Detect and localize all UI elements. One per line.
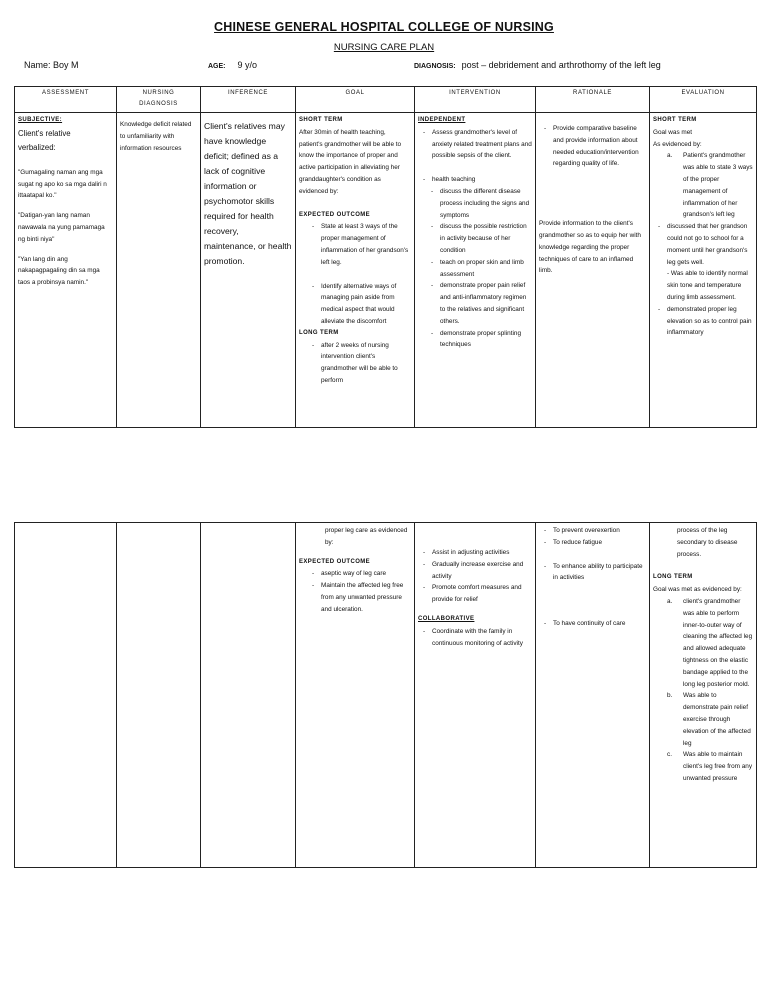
assessment-intro-2: verbalized:: [18, 142, 56, 152]
inference-cell: [201, 113, 296, 428]
goal-item: - after 2 weeks of nursing intervention client's grandmother will be able to perform: [321, 340, 411, 387]
inference-cell-continued: [201, 523, 296, 868]
goal-item: - Identify alternative ways of managing pain aside from medical aspect that would alleviate the discomfort: [321, 281, 411, 328]
assessment-cell: [15, 113, 117, 428]
care-plan-table-page-2: [14, 522, 757, 868]
page-subtitle: NURSING CARE PLAN: [333, 42, 435, 53]
patient-name: Name: Boy M: [24, 60, 79, 70]
col-diagnosis-label: DIAGNOSIS: [139, 101, 178, 107]
evaluation-item-b: [667, 690, 753, 749]
rationale-item: - To prevent overexertion: [553, 525, 646, 537]
assessment-intro-1: Client's relative: [18, 128, 71, 138]
evaluation-item: - discussed that her grandson could not go to school for a moment until her grandson's leg gets well.: [667, 221, 753, 268]
rationale-cell: [536, 113, 650, 428]
intervention-subitem: - discuss the different disease process including the signs and symptoms: [440, 186, 532, 221]
goal-cell-continued: [296, 523, 415, 868]
age-label: AGE:: [208, 63, 226, 70]
patient-age: [208, 60, 257, 70]
evaluation-item-c: [667, 749, 753, 784]
goal-item: - State at least 3 ways of the proper management of inflammation of her grandson's left leg.: [321, 221, 411, 268]
diagnosis-cell-continued: [117, 523, 201, 868]
evaluation-item-a: [667, 596, 753, 690]
assessment-cell-continued: [15, 523, 117, 868]
goal-long-term-heading: LONG TERM: [299, 329, 339, 336]
col-inference: INFERENCE: [201, 87, 296, 113]
assessment-quote-1: "Gumagaling naman ang mga sugat ng apo ko sa mga daliri n ittaatapal ko.": [18, 168, 107, 200]
intervention-subitem: - discuss the possible restriction in activity because of her condition: [440, 221, 532, 256]
goal-expected-heading: EXPECTED OUTCOME: [299, 558, 371, 565]
goal-cell: [296, 113, 415, 428]
evaluation-text: Was able to maintain client's leg free from any unwanted pressure: [683, 751, 753, 782]
diagnosis-label: DIAGNOSIS:: [414, 63, 456, 70]
page-title: CHINESE GENERAL HOSPITAL COLLEGE OF NURSING: [214, 20, 554, 34]
intervention-independent-heading: INDEPENDENT: [418, 117, 466, 123]
diagnosis-cell: [117, 113, 201, 428]
evaluation-text: client's grandmother was able to perform inner-to-outer way of cleaning the affected leg and allowed adequate tightness on the elastic bandage applied to the long leg posterior mold.: [683, 597, 753, 688]
assessment-quote-3: "Yan lang din ang nakapagpagaling din sa mga taos a probinsya namin.": [18, 255, 100, 287]
intervention-item: - Assess grandmother's level of anxiety related treatment plans and possible sepsis of the client.: [432, 127, 532, 162]
subjective-heading: SUBJECTIVE:: [18, 117, 63, 123]
goal-short-term-heading: SHORT TERM: [299, 117, 343, 123]
intervention-item: - Promote comfort measures and provide for relief: [432, 582, 532, 606]
intervention-item: - Gradually increase exercise and activity: [432, 559, 532, 583]
goal-item: - Maintain the affected leg free from any unwanted pressure and ulceration.: [321, 580, 411, 615]
patient-diagnosis: [414, 60, 661, 70]
col-nursing-label: NURSING: [142, 90, 175, 96]
goal-continued-text: proper leg care as evidenced by:: [325, 527, 408, 546]
goal-short-term-text: After 30min of health teaching, patient's grandmother will be able to know the importance of proper and active participation in alleviating her granddaughter's condition as evidenced by:: [299, 128, 402, 195]
evaluation-line: Goal was met: [653, 128, 693, 136]
evaluation-letter: b.: [667, 692, 673, 700]
evaluation-letter: a.: [667, 152, 673, 160]
col-assessment: ASSESSMENT: [15, 87, 117, 113]
col-intervention: INTERVENTION: [415, 87, 536, 113]
intervention-cell-continued: [415, 523, 536, 868]
intervention-item: - Coordinate with the family in continuous monitoring of activity: [432, 626, 532, 650]
assessment-quote-2: "Datigan-yan lang naman nawawala na yung pamamaga ng binti niya": [18, 212, 105, 243]
evaluation-letter: a.: [667, 597, 673, 605]
inference-text: Client's relatives may have knowledge deficit; defined as a lack of cognitive information or psychomotor skills required for health recovery, maintenance, or health promotion.: [204, 121, 292, 266]
care-plan-table-page-1: [14, 86, 757, 428]
age-value: 9 y/o: [237, 60, 258, 70]
col-rationale: RATIONALE: [536, 87, 650, 113]
goal-expected-heading: EXPECTED OUTCOME: [299, 211, 371, 218]
evaluation-item-a: [667, 150, 753, 221]
intervention-subitem: - demonstrate proper pain relief and anti-inflammatory regimen to the relatives and significant others.: [440, 280, 532, 327]
intervention-collaborative-heading: COLLABORATIVE: [418, 615, 475, 622]
goal-item: - aseptic way of leg care: [321, 568, 411, 580]
rationale-item: - To have continuity of care: [553, 618, 646, 630]
col-evaluation: EVALUATION: [650, 87, 757, 113]
rationale-cell-continued: [536, 523, 650, 868]
intervention-item: - health teaching: [432, 174, 532, 186]
evaluation-short-term-heading: SHORT TERM: [653, 117, 697, 123]
evaluation-continued-text: process of the leg secondary to disease process.: [677, 527, 738, 558]
evaluation-text: Was able to demonstrate pain relief exercise through elevation of the affected leg: [683, 692, 751, 747]
diagnosis-value: post – debridement and arthrothomy of the left leg: [461, 60, 661, 70]
evaluation-text: Patient's grandmother was able to state 3 ways of the proper management of inflammation of her grandson's left leg: [683, 152, 753, 219]
evaluation-item: - demonstrated proper leg elevation so as to control pain inflammatory: [667, 304, 753, 339]
evaluation-letter: c.: [667, 751, 672, 759]
col-nursing-diagnosis: [117, 87, 201, 113]
rationale-item: - Provide comparative baseline and provide information about needed education/intervention regarding quality of life.: [553, 123, 646, 170]
intervention-item: - Assist in adjusting activities: [432, 547, 532, 559]
evaluation-long-term-heading: LONG TERM: [653, 574, 693, 581]
evaluation-item: - Was able to identify normal skin tone and temperature during limb assessment.: [667, 270, 748, 301]
evaluation-line: Goal was met as evidenced by:: [653, 586, 742, 594]
intervention-subitem: - teach on proper skin and limb assessment: [440, 257, 532, 281]
intervention-cell: [415, 113, 536, 428]
nursing-diagnosis-text: Knowledge deficit related to unfamiliarity with information resources: [120, 121, 192, 152]
rationale-item: Provide information to the client's grandmother so as to equip her with knowledge regarding the proper techniques of care to an inflamed limb.: [539, 220, 641, 275]
col-goal: GOAL: [296, 87, 415, 113]
intervention-subitem: - demonstrate proper splinting techniques: [440, 328, 532, 352]
evaluation-line: As evidenced by:: [653, 140, 702, 148]
rationale-item: - To enhance ability to participate in activities: [553, 561, 646, 585]
evaluation-cell: [650, 113, 757, 428]
evaluation-cell-continued: [650, 523, 757, 868]
rationale-item: - To reduce fatigue: [553, 537, 646, 549]
